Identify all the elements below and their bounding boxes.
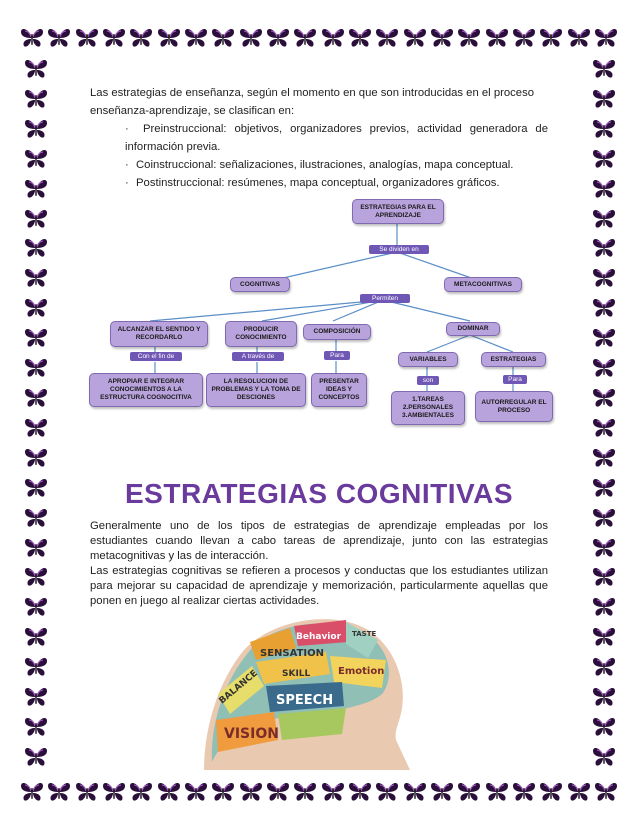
- para2-line-2: para mejorar su capacidad de aprendizaje y memorización, particularmente aquellas que: [90, 580, 548, 592]
- brain-label-skill: SKILL: [282, 669, 311, 679]
- node-resolucion: LA RESOLUCION DE PROBLEMAS Y LA TOMA DE DESCIONES: [206, 373, 306, 407]
- section-title: ESTRATEGIAS COGNITIVAS: [125, 478, 513, 509]
- intro-line-1: Las estrategias de enseñanza, según el momento en que son introducidas en el proceso: [90, 87, 535, 99]
- para1-line-3: metacognitivas y las de interacción.: [90, 550, 269, 562]
- bullet-1-marker: ·: [125, 123, 129, 135]
- bullet-2-text: Coinstruccional: señalizaciones, ilustraciones, analogías, mapa conceptual.: [136, 159, 514, 171]
- link-permiten: Permiten: [360, 294, 410, 303]
- node-autorregular: AUTORREGULAR EL PROCESO: [475, 391, 553, 422]
- node-apropiar: APROPIAR E INTEGRAR CONOCIMIENTOS A LA ESTRUCTURA COGNOCITIVA: [89, 373, 203, 407]
- para2-line-1: Las estrategias cognitivas se refieren a procesos y conductas que los estudiantes utilizan: [90, 565, 548, 577]
- bullet-3-text: Postinstruccional: resúmenes, mapa conceptual, organizadores gráficos.: [136, 177, 500, 189]
- node-tareas: 1.TAREAS 2.PERSONALES 3.AMBIENTALES: [391, 391, 465, 425]
- node-root: ESTRATEGIAS PARA EL APRENDIZAJE: [352, 199, 444, 224]
- brain-label-vision: VISION: [224, 726, 279, 742]
- bullet-3-marker: ·: [125, 177, 129, 189]
- link-para-1: Para: [324, 351, 350, 360]
- bullet-1-text: Preinstruccional: objetivos, organizadores previos, actividad generadora de: [143, 123, 548, 135]
- brain-label-behavior: Behavior: [296, 632, 342, 642]
- node-alcanzar: ALCANZAR EL SENTIDO Y RECORDARLO: [110, 321, 208, 347]
- brain-illustration: [196, 612, 410, 770]
- node-metacognitivas: METACOGNITIVAS: [444, 277, 522, 292]
- brain-label-sensation: SENSATION: [260, 648, 324, 659]
- node-estrategias: ESTRATEGIAS: [481, 352, 546, 367]
- link-con-el-fin-de: Con el fin de: [130, 352, 182, 361]
- brain-label-taste: TASTE: [352, 630, 377, 638]
- bullet-1-continuation: información previa.: [125, 141, 221, 153]
- node-dominar: DOMINAR: [446, 322, 500, 336]
- brain-label-balance: BALANCE: [217, 668, 260, 707]
- node-presentar: PRESENTAR IDEAS Y CONCEPTOS: [311, 373, 367, 407]
- link-para-2: Para: [503, 375, 527, 384]
- link-se-dividen-en: Se dividen en: [369, 245, 429, 254]
- intro-line-2: enseñanza-aprendizaje, se clasifican en:: [90, 105, 295, 117]
- node-producir: PRODUCIR CONOCIMIENTO: [225, 321, 297, 347]
- node-variables: VARIABLES: [398, 352, 458, 367]
- brain-label-speech: SPEECH: [276, 693, 334, 708]
- node-cognitivas: COGNITIVAS: [230, 277, 290, 292]
- bullet-2-marker: ·: [125, 159, 129, 171]
- link-a-traves-de: A través de: [232, 352, 284, 361]
- para2-line-3: ponen en juego al realizar ciertas actividades.: [90, 595, 320, 607]
- link-son: son: [417, 376, 439, 385]
- brain-label-emotion: Emotion: [338, 666, 385, 677]
- node-composicion: COMPOSICIÓN: [303, 324, 371, 340]
- para1-line-1: Generalmente uno de los tipos de estrategias de aprendizaje empleadas por los: [90, 520, 548, 532]
- para1-line-2: estudiantes cuando llevan a cabo tareas de aprendizaje, junto con las estrategias: [90, 535, 548, 547]
